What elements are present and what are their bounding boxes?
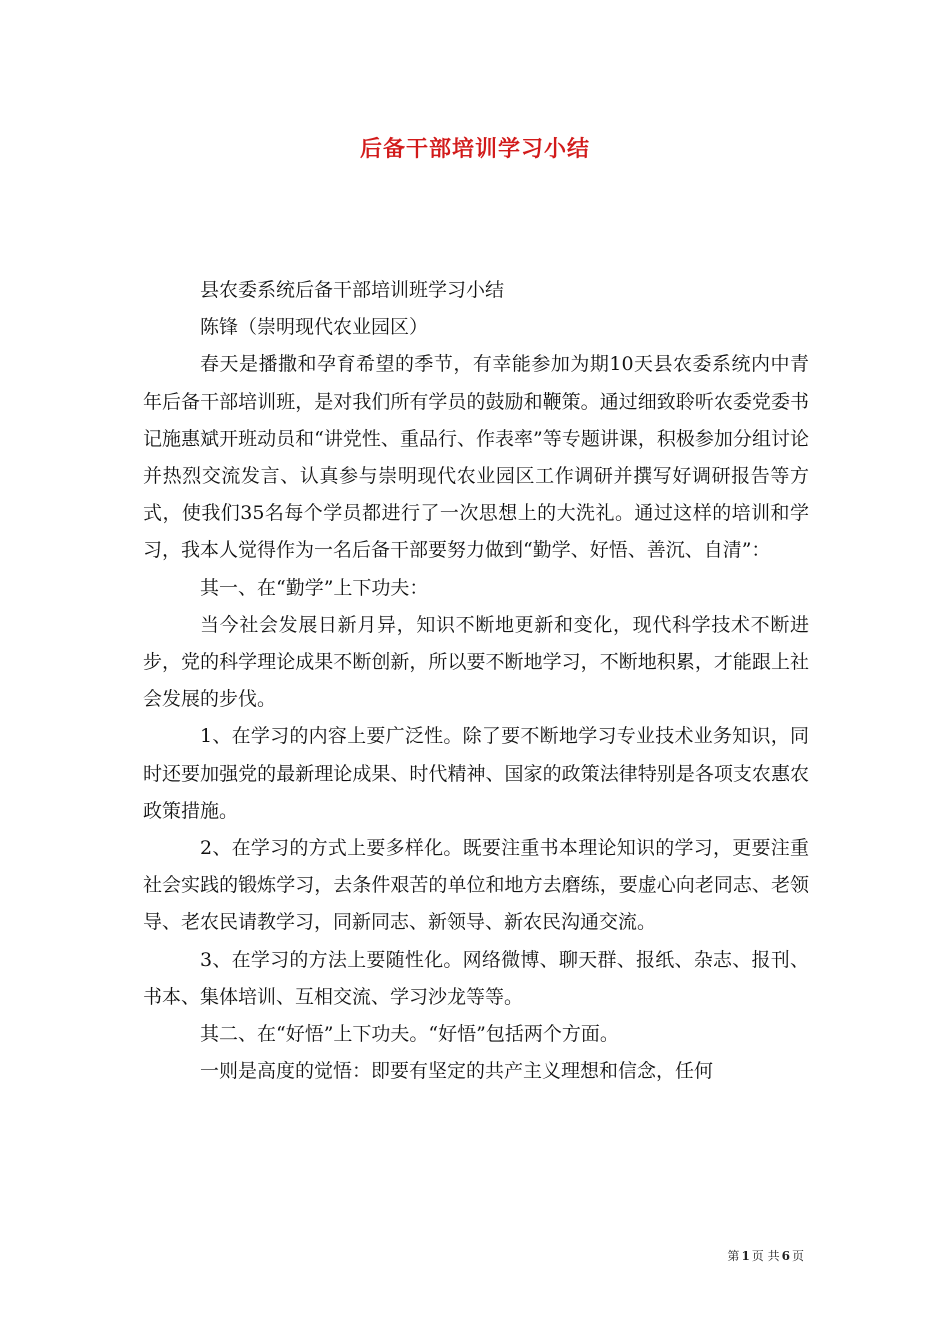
body-paragraph: 陈锋（崇明现代农业园区）: [200, 316, 429, 339]
document-body: [143, 272, 809, 1090]
body-paragraph: 其一、在“勤学”上下功夫：: [200, 576, 429, 599]
footer-middle: 页 共: [751, 1249, 780, 1263]
body-paragraph: 一则是高度的觉悟：即要有坚定的共产主义理想和信念，任何: [200, 1060, 714, 1083]
current-page-number: 1: [741, 1249, 750, 1263]
document-title: 后备干部培训学习小结: [359, 136, 590, 162]
body-paragraph: 1、在学习的内容上要广泛性。除了要不断地学习专业技术业务知识，同时还要加强党的最新理论成果、时代精神、国家的政策法律特别是各项支农惠农政策措施。: [143, 725, 809, 822]
body-paragraph: 当今社会发展日新月异，知识不断地更新和变化，现代科学技术不断进步，党的科学理论成果不断创新，所以要不断地学习，不断地积累，才能跟上社会发展的步伐。: [143, 613, 809, 711]
footer-prefix: 第: [727, 1249, 740, 1263]
footer-suffix: 页: [791, 1249, 804, 1263]
body-paragraph: 县农委系统后备干部培训班学习小结: [200, 279, 505, 301]
body-paragraph: 春天是播撒和孕育希望的季节，有幸能参加为期10天县农委系统内中青年后备干部培训班，是对我们所有学员的鼓励和鞭策。通过细致聆听农委党委书记施惠斌开班动员和“讲党性、重品行、作表率”等专题讲课，积极参加分组讨论并热烈交流发言、认真参与崇明现代农业园区工作调研并撰写好调研报告等方式，使我们35名每个学员都进行了一次思想上的大洗礼。通过这样的培训和学习，我本人觉得作为一名后备干部要努力做到“勤学、好悟、善沉、自清”：: [143, 353, 809, 562]
body-paragraph: 3、在学习的方法上要随性化。网络微博、聊天群、报纸、杂志、报刊、书本、集体培训、互相交流、学习沙龙等等。: [143, 948, 809, 1008]
page-footer: [727, 1247, 804, 1264]
body-paragraph: 2、在学习的方式上要多样化。既要注重书本理论知识的学习，更要注重社会实践的锻炼学习，去条件艰苦的单位和地方去磨练，要虚心向老同志、老领导、老农民请教学习，同新同志、新领导、新农民沟通交流。: [143, 837, 809, 934]
body-paragraph: 其二、在“好悟”上下功夫。“好悟”包括两个方面。: [200, 1023, 619, 1046]
total-pages-number: 6: [781, 1249, 790, 1263]
